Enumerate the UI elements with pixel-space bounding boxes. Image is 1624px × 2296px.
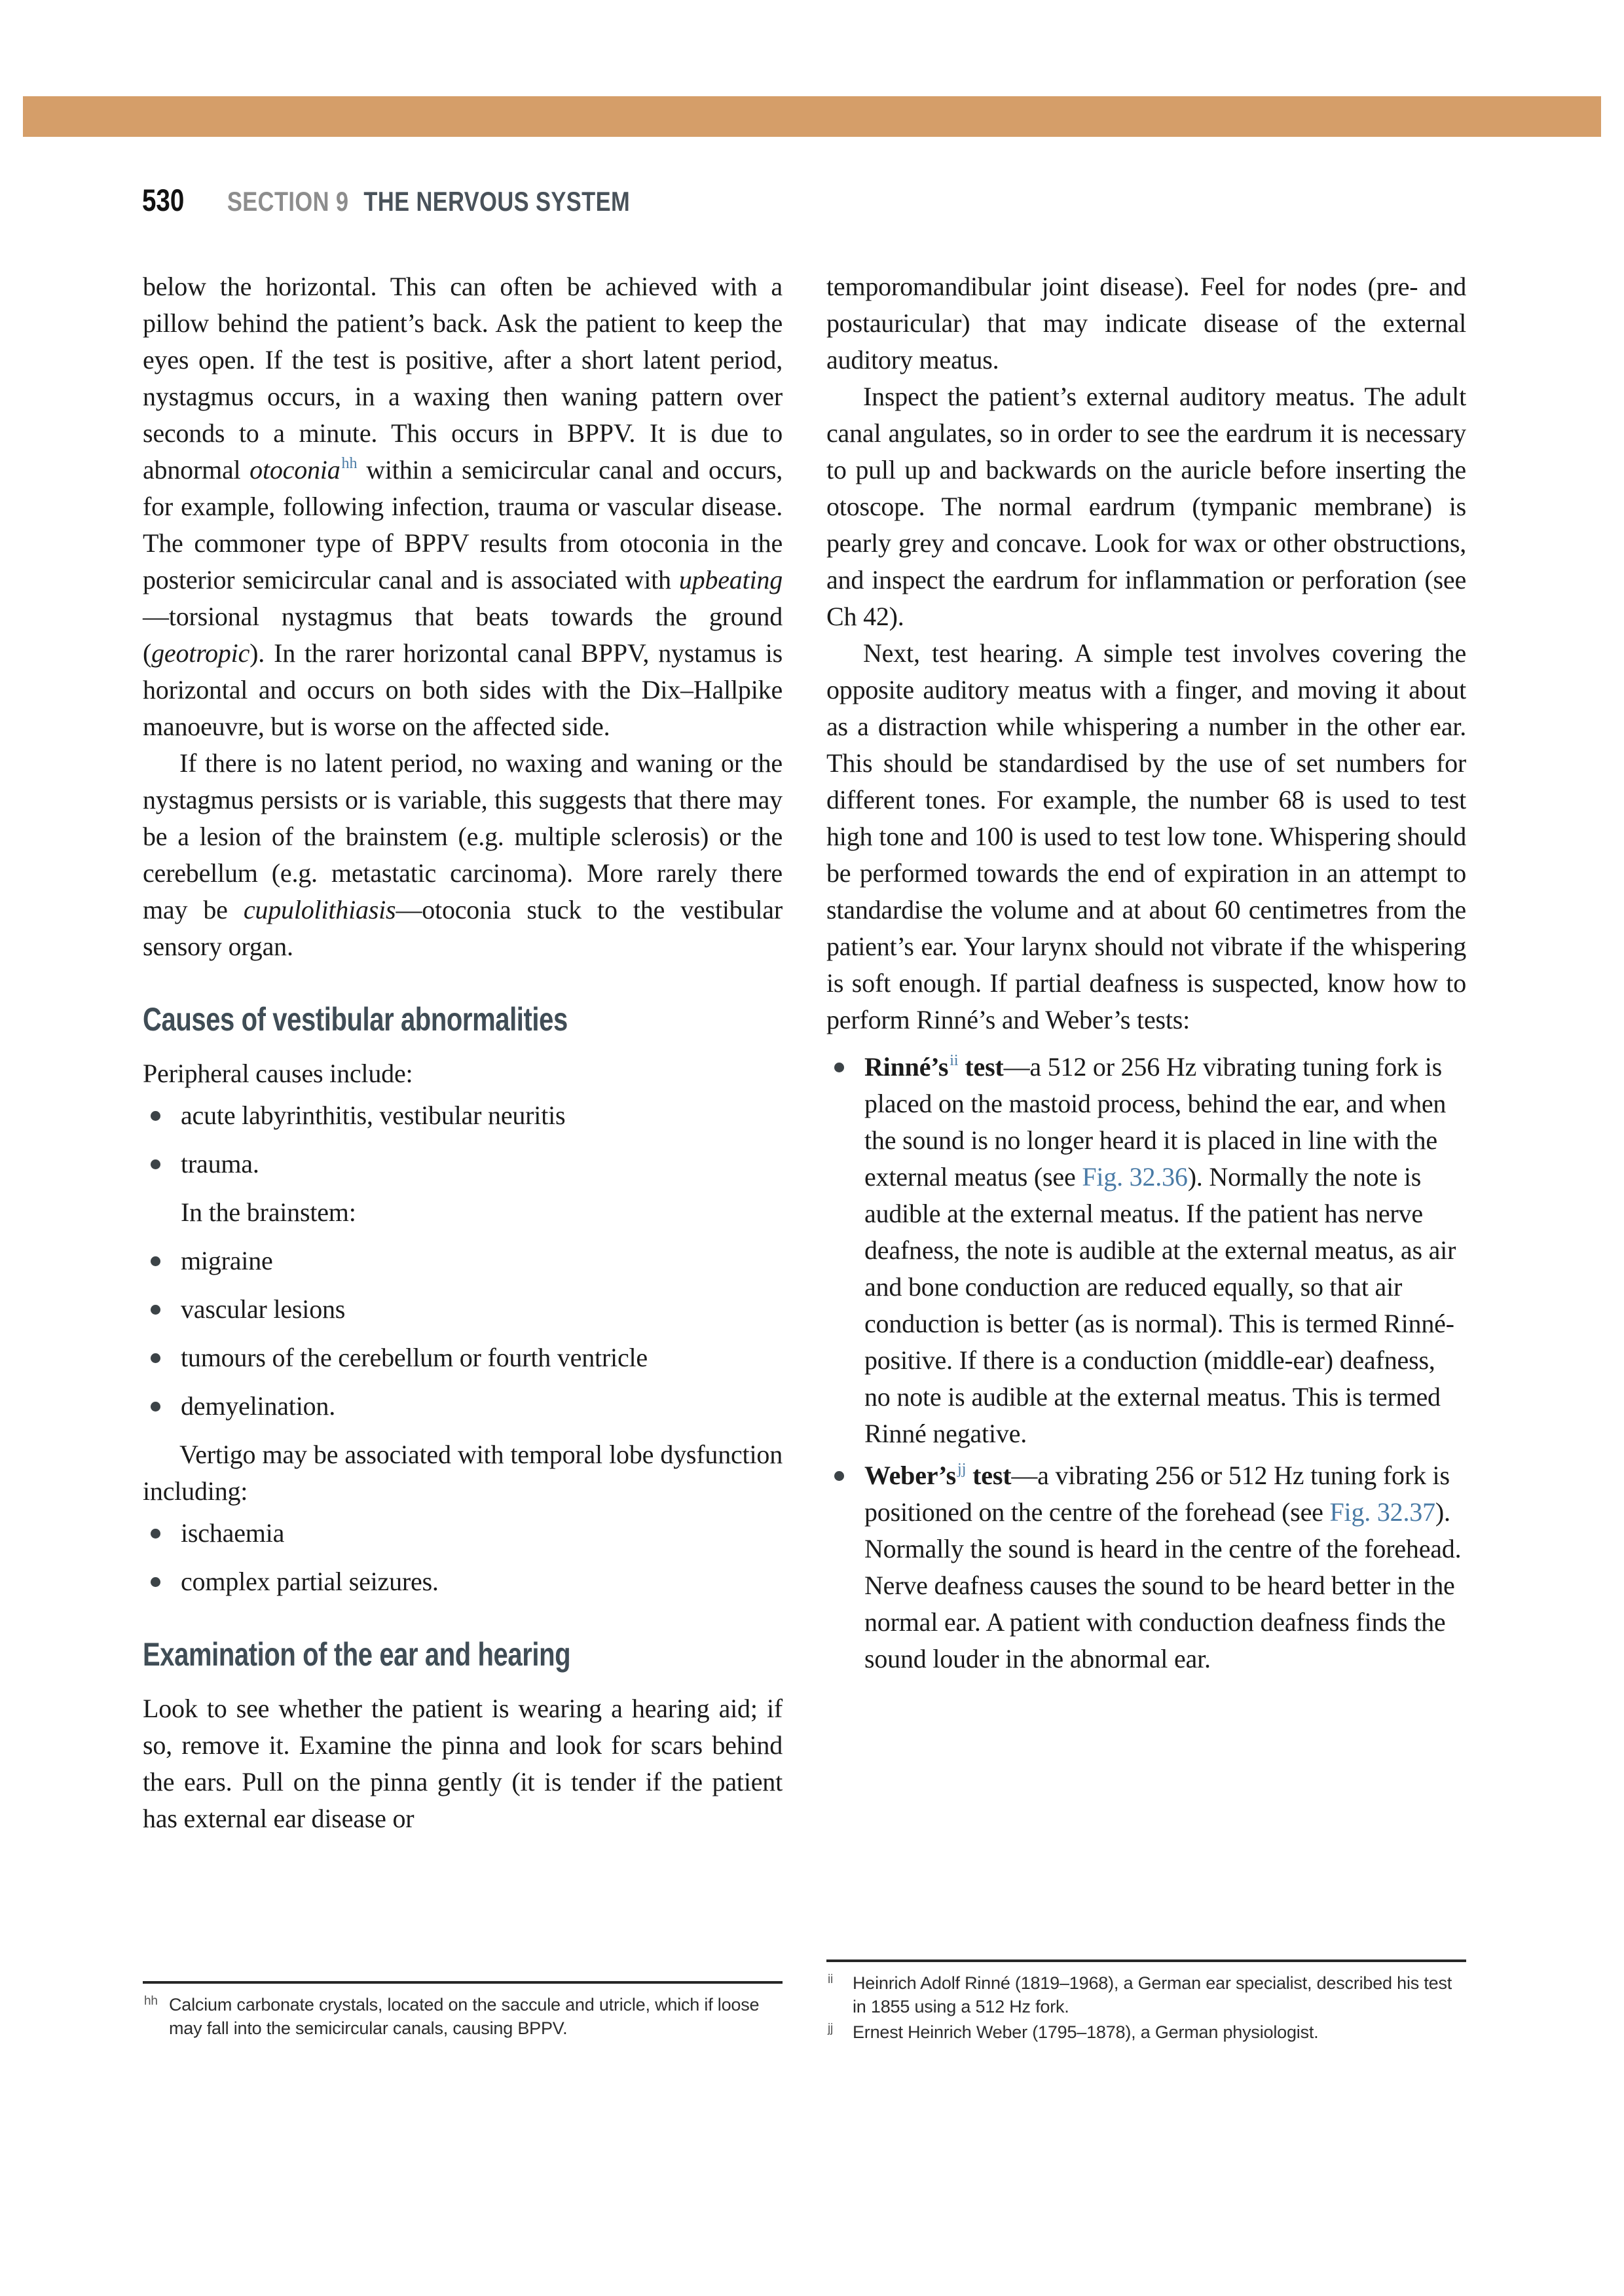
footnote-text: Ernest Heinrich Weber (1795–1878), a German physiologist. (853, 2022, 1319, 2042)
list-item (143, 1388, 783, 1425)
paragraph (143, 268, 783, 745)
list-item (143, 1291, 783, 1328)
list-item (143, 1515, 783, 1552)
text-run: Next, test hearing. A simple test involves covering the opposite auditory meatus with a finger, and moving it about as a distraction while whispering a number in the other ear. This should be standardised by the use of set numbers for different tones. For example, the number 68 is used to test high tone and 100 is used to test low tone. Whispering should be performed towards the end of expiration in an attempt to standardise the volume and at about 60 centimetres from the patient’s ear. Your larynx should not vibrate if the whispering is soft enough. If partial deafness is suspected, know how to perform Rinné’s and Weber’s tests: (826, 638, 1466, 1034)
footnote-marker: jj (828, 2022, 834, 2035)
paragraph (826, 268, 1466, 378)
text-run: test (966, 1461, 1012, 1490)
text-run: tumours of the cerebellum or fourth ventricle (181, 1343, 648, 1372)
bullet-icon (151, 1159, 160, 1169)
footnote (143, 1993, 783, 2040)
top-accent-bar (23, 96, 1601, 137)
list-item (143, 1146, 783, 1182)
text-run: vascular lesions (181, 1294, 346, 1324)
text-run: migraine (181, 1246, 273, 1275)
section-label: SECTION 9 (227, 186, 349, 217)
footnote-marker: hh (144, 1994, 158, 2008)
text-run: demyelination. (181, 1391, 336, 1421)
text-run: cupulolithiasis (243, 895, 396, 924)
paragraph (826, 635, 1466, 1038)
text-run: Vertigo may be associated with temporal lobe dysfunction including: (143, 1440, 783, 1506)
list-item (143, 1563, 783, 1600)
footnote-ref[interactable]: jj (957, 1461, 967, 1478)
bullet-icon (151, 1305, 160, 1315)
list-item (826, 1457, 1466, 1677)
bullet-icon (151, 1353, 160, 1363)
bullet-list (826, 1049, 1466, 1677)
bullet-icon (151, 1402, 160, 1412)
list-item (143, 1339, 783, 1376)
footnote-text: Heinrich Adolf Rinné (1819–1968), a German ear specialist, described his test in 1855 using a 512 Hz fork. (853, 1973, 1452, 2016)
page-header (142, 182, 630, 218)
right-column (826, 268, 1466, 1683)
left-column (143, 268, 783, 1837)
text-run: Weber’s (864, 1461, 957, 1490)
text-run: ischaemia (181, 1518, 285, 1548)
figure-link[interactable]: Fig. 32.36 (1082, 1162, 1188, 1192)
footnote-block-left (143, 1981, 783, 2042)
text-run: Peripheral causes include: (143, 1059, 413, 1088)
text-run: complex partial seizures. (181, 1567, 439, 1596)
text-run: test (958, 1052, 1004, 1082)
text-run: Rinné’s (864, 1052, 949, 1082)
footnote-block-right (826, 1959, 1466, 2046)
section-heading (143, 1635, 783, 1673)
text-run: —torsional nystagmus that beats towards the ground ( (143, 602, 783, 668)
paragraph (143, 1436, 783, 1510)
section-heading-text: Causes of vestibular abnormalities (143, 1001, 568, 1038)
bullet-icon (151, 1529, 160, 1539)
text-run: temporomandibular joint disease). Feel for nodes (pre- and postauricular) that may indicate disease of the external auditory meatus. (826, 272, 1466, 374)
list-item (143, 1243, 783, 1279)
bullet-icon (834, 1471, 844, 1481)
paragraph (826, 378, 1466, 635)
list-sublabel: In the brainstem: (181, 1197, 356, 1227)
text-run: —a vibrating 256 or 512 Hz tuning fork is positioned on the centre of the forehead (see (864, 1461, 1450, 1527)
paragraph (143, 1055, 783, 1092)
bullet-list (143, 1243, 783, 1425)
text-run: within a semicircular canal and occurs, for example, following infection, trauma or vascular disease. The commoner type of BPPV results from otoconia in the posterior semicircular canal and is associated with (143, 455, 783, 594)
section-heading (143, 1000, 783, 1038)
bullet-list (143, 1515, 783, 1600)
text-run: If there is no latent period, no waxing and waning or the nystagmus persists or is variable, this suggests that there may be a lesion of the brainstem (e.g. multiple sclerosis) or the cerebellum (e.g. metastatic carcinoma). More rarely there may be (143, 748, 783, 924)
section-heading-text: Examination of the ear and hearing (143, 1636, 571, 1673)
text-run: below the horizontal. This can often be achieved with a pillow behind the patient’s back. Ask the patient to keep the eyes open. If the test is positive, after a short latent period, nystagmus occurs, in a waxing then waning pattern over seconds to a minute. This occurs in BPPV. It is due to abnormal (143, 272, 783, 484)
bullet-list (143, 1097, 783, 1182)
footnote (826, 2020, 1466, 2044)
paragraph (143, 1690, 783, 1837)
figure-link[interactable]: Fig. 32.37 (1329, 1497, 1435, 1527)
text-run: —a 512 or 256 Hz vibrating tuning fork is placed on the mastoid process, behind the ear, and when the sound is no longer heard it is placed in line with the external meatus (see (864, 1052, 1447, 1192)
bullet-icon (151, 1256, 160, 1266)
text-run: ). Normally the note is audible at the external meatus. If the patient has nerve deafness, the note is audible at the external meatus, as air and bone conduction are reduced equally, so that air conduction is better (as is normal). This is termed Rinné-positive. If there is a conduction (middle-ear) deafness, no note is audible at the external meatus. This is termed Rinné negative. (864, 1162, 1456, 1448)
text-run: ). Normally the sound is heard in the centre of the forehead. Nerve deafness causes the sound to be heard better in the normal ear. A patient with conduction deafness finds the sound louder in the abnormal ear. (864, 1497, 1462, 1673)
section-title: THE NERVOUS SYSTEM (363, 186, 631, 217)
text-run: Look to see whether the patient is wearing a hearing aid; if so, remove it. Examine the pinna and look for scars behind the ears. Pull on the pinna gently (it is tender if the patient has external ear disease or (143, 1694, 783, 1833)
page-number: 530 (142, 183, 185, 217)
text-run: trauma. (181, 1149, 259, 1178)
footnote-ref[interactable]: hh (341, 455, 358, 472)
footnote-marker: ii (828, 1973, 834, 1986)
text-run: ). In the rarer horizontal canal BPPV, nystamus is horizontal and occurs on both sides with the Dix–Hallpike manoeuvre, but is worse on the affected side. (143, 638, 783, 741)
footnote-text: Calcium carbonate crystals, located on the saccule and utricle, which if loose may fall into the semicircular canals, causing BPPV. (169, 1995, 760, 2038)
footnote (826, 1971, 1466, 2018)
text-run: —otoconia stuck to the vestibular sensory organ. (143, 895, 783, 961)
bullet-icon (151, 1111, 160, 1121)
bullet-icon (151, 1577, 160, 1587)
text-run: upbeating (678, 565, 783, 594)
text-run: acute labyrinthitis, vestibular neuritis (181, 1101, 566, 1130)
footnote-ref[interactable]: ii (950, 1052, 959, 1069)
text-run: otoconia (249, 455, 341, 484)
text-run: geotropic (151, 638, 250, 668)
bullet-icon (834, 1063, 844, 1072)
list-item (143, 1097, 783, 1134)
list-item (826, 1049, 1466, 1452)
paragraph (143, 745, 783, 965)
text-run: Inspect the patient’s external auditory meatus. The adult canal angulates, so in order to see the eardrum it is necessary to pull up and backwards on the auricle before inserting the otoscope. The normal eardrum (tympanic membrane) is pearly grey and concave. Look for wax or other obstructions, and inspect the eardrum for inflammation or perforation (see Ch 42). (826, 382, 1466, 631)
